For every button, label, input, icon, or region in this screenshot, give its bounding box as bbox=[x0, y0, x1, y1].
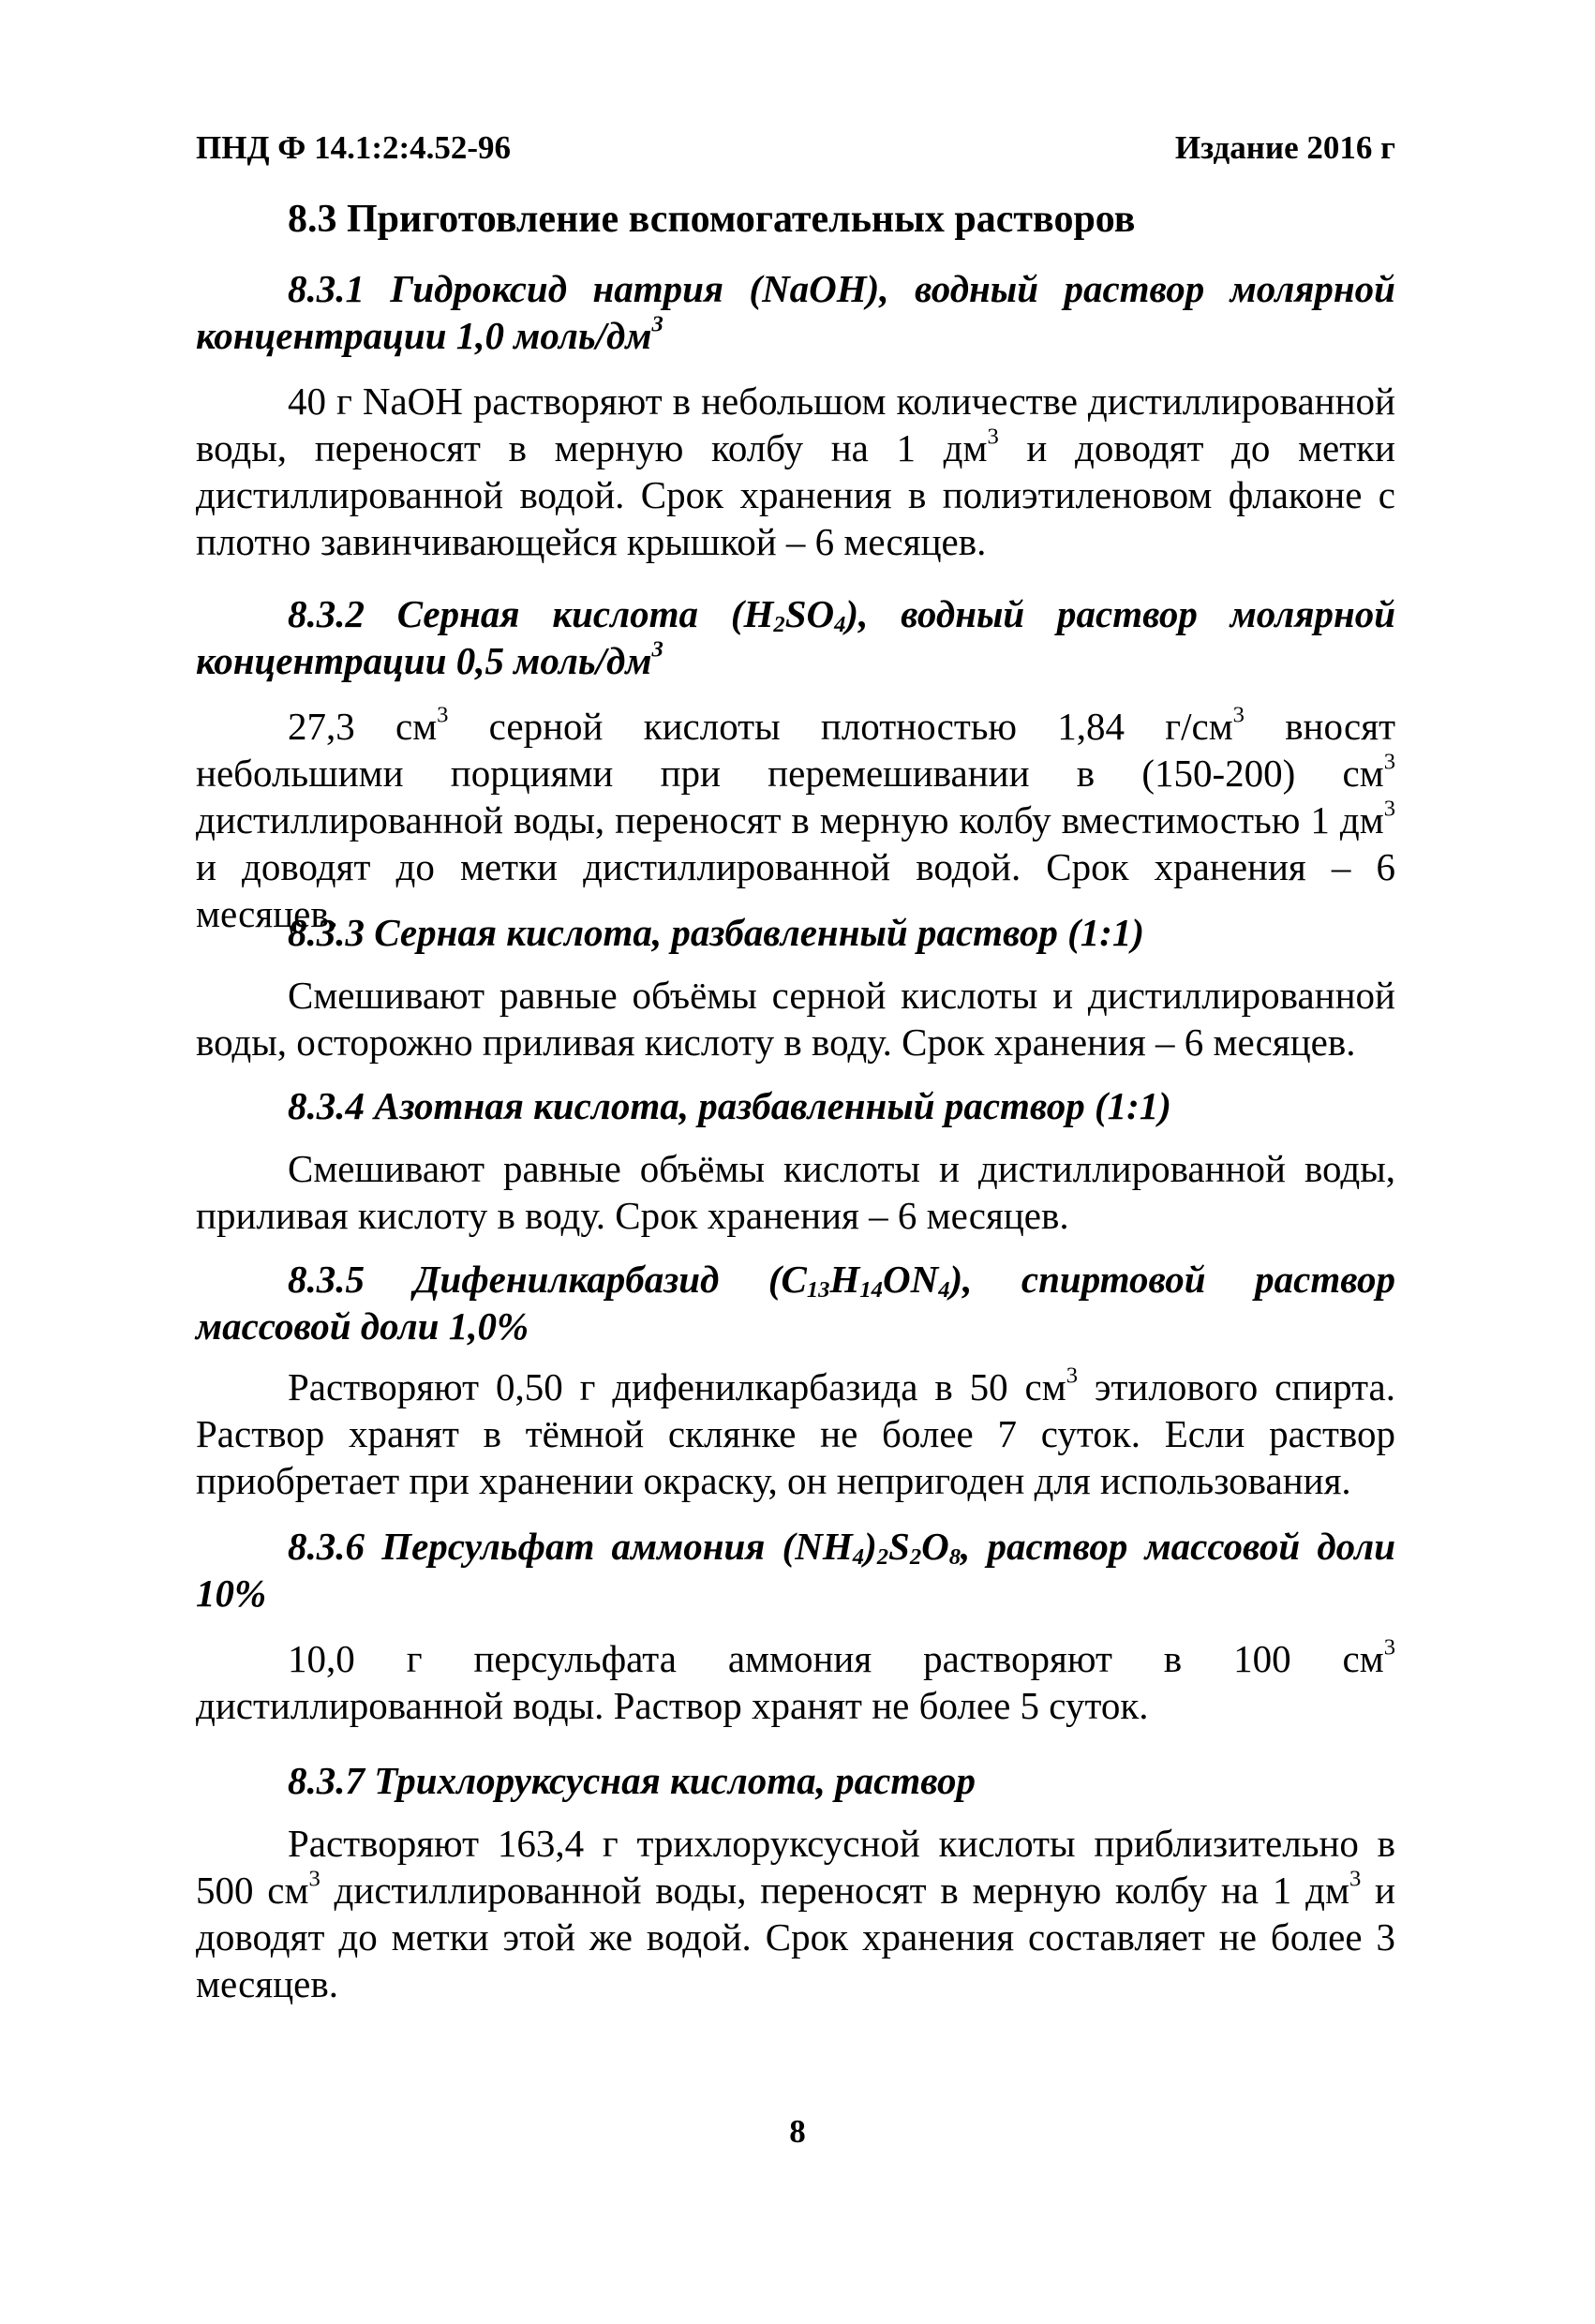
paragraph: Смешивают равные объёмы серной кислоты и дистиллированной воды, осторожно приливая кислоту в воду. Срок хранения – 6 месяцев. bbox=[196, 974, 1395, 1064]
subsection-title: 8.3.3 Серная кислота, разбавленный раствор (1:1) bbox=[288, 911, 1145, 954]
subsection-title: 8.3.1 Гидроксид натрия (NaOH), водный раствор молярной концентрации 1,0 моль/$дм^3$ bbox=[196, 267, 1395, 357]
subsection-title: 8.3.2 Серная кислота $(H_2SO_4)$, водный раствор молярной концентрации 0,5 моль/$дм^3$ bbox=[196, 592, 1396, 682]
doc-code: ПНД Ф 14.1:2:4.52-96 bbox=[196, 129, 512, 166]
subsection-8-3-7 bbox=[196, 1757, 1395, 1804]
subsection-8-3-6 bbox=[196, 1523, 1395, 1616]
paragraph: 10,0 г персульфата аммония растворяют в 100 $см^3$ дистиллированной воды. Раствор хранят не более 5 суток. bbox=[196, 1634, 1395, 1727]
subsection-title: 8.3.6 Персульфат аммония $(NH_4)_2S_2O_8$, раствор массовой доли 10% bbox=[196, 1525, 1395, 1615]
subsection-title: 8.3.4 Азотная кислота, разбавленный раствор (1:1) bbox=[288, 1084, 1171, 1127]
subsection-8-3-4 bbox=[196, 1082, 1395, 1129]
subsection-8-3-5 bbox=[196, 1256, 1395, 1349]
subsection-title: 8.3.7 Трихлоруксусная кислота, раствор bbox=[288, 1759, 976, 1802]
section-title: 8.3 Приготовление вспомогательных растворов bbox=[288, 198, 1136, 241]
subsection-8-3-2 bbox=[196, 590, 1395, 684]
subsection-8-3-3 bbox=[196, 909, 1395, 956]
paragraph: Растворяют 163,4 г трихлоруксусной кислоты приблизительно в 500 $см^3$ дистиллированной воды, переносят в мерную колбу на 1 $дм^3$ и доводят до метки этой же водой. Срок хранения составляет не более 3 месяцев. bbox=[196, 1822, 1395, 2005]
edition-label: Издание 2016 г bbox=[1174, 129, 1395, 166]
paragraph: Растворяют 0,50 г дифенилкарбазида в 50 $см^3$ этилового спирта. Раствор хранят в тёмной склянке не более 7 суток. Если раствор приобретает при хранении окраску, он непригоден для использования. bbox=[196, 1363, 1395, 1502]
paragraph: 40 г NaOH растворяют в небольшом количестве дистиллированной воды, переносят в мерную колбу на 1 $дм^3$ и доводят до метки дистиллированной водой. Срок хранения в полиэтиленовом флаконе с плотно завинчивающейся крышкой – 6 месяцев. bbox=[196, 380, 1395, 563]
paragraph: 27,3 $см^3$ серной кислоты плотностью 1,84 $г/см^3$ вносят небольшими порциями при перемешивании в (150-200) $см^3$ дистиллированной воды, переносят в мерную колбу вместимостью 1 $дм^3$ и доводят до метки дистиллированной водой. Срок хранения – 6 месяцев. bbox=[196, 702, 1395, 935]
paragraph: Смешивают равные объёмы кислоты и дистиллированной воды, приливая кислоту в воду. Срок хранения – 6 месяцев. bbox=[196, 1147, 1395, 1237]
subsection-title: 8.3.5 Дифенилкарбазид $(C_{13}H_{14}ON_4)$, спиртовой раствор массовой доли 1,0% bbox=[196, 1258, 1395, 1348]
subsection-8-3-1 bbox=[196, 265, 1395, 359]
page-number: 8 bbox=[789, 2113, 806, 2150]
